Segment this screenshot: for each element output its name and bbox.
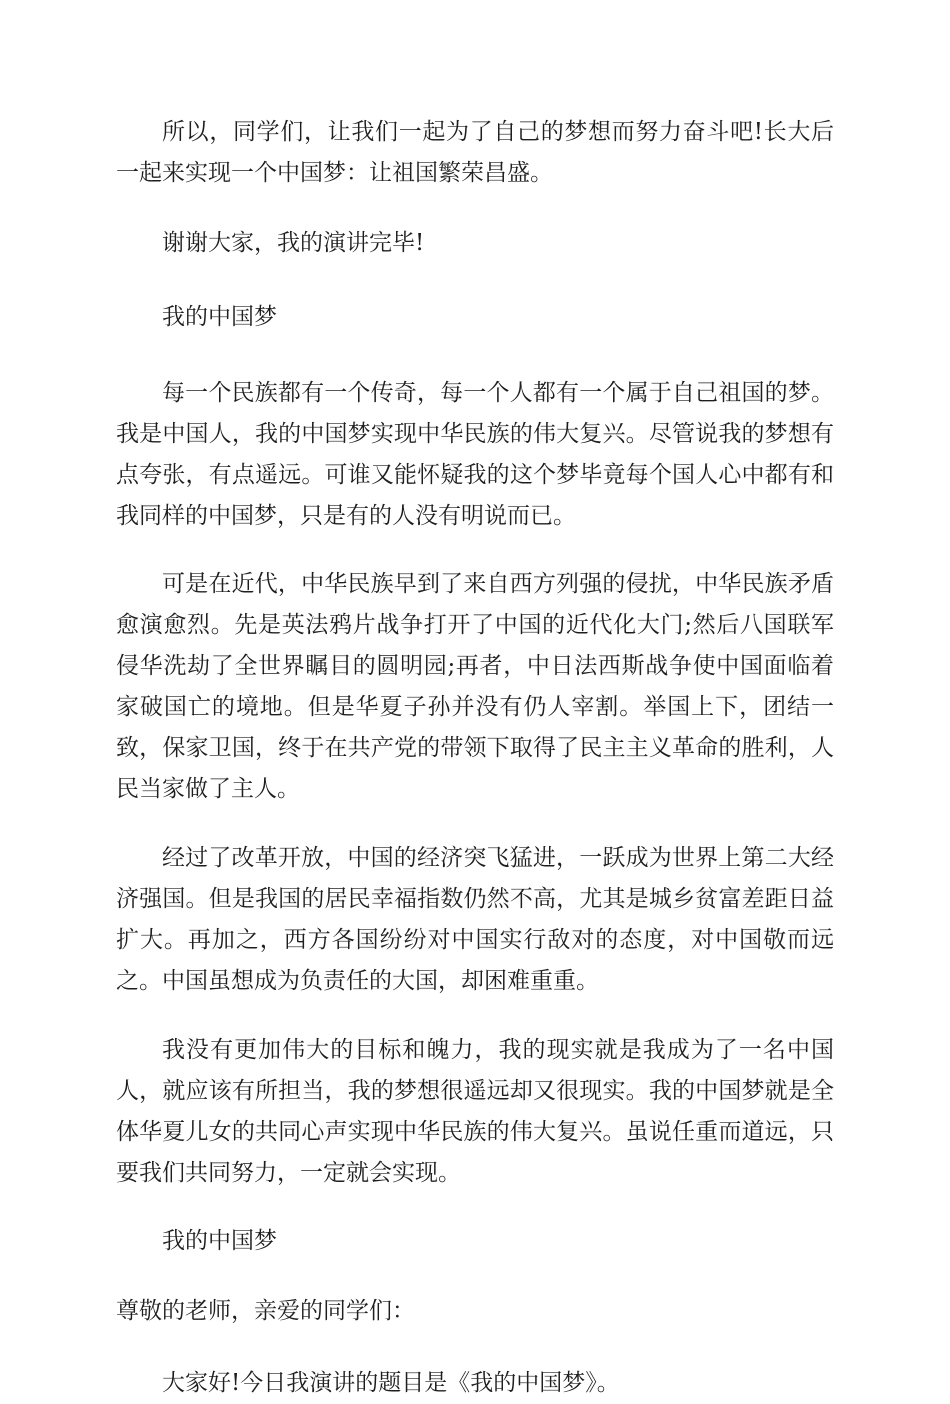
paragraph-personal-goal: 我没有更加伟大的目标和魄力，我的现实就是我成为了一名中国人，就应该有所担当，我的梦想很遥远却又很现实。我的中国梦就是全体华夏儿女的共同心声实现中华民族的伟大复兴。虽说任重而道远，只要我们共同努力，一定就会实现。 (116, 1037, 834, 1186)
salutation: 尊敬的老师，亲爱的同学们： (116, 1298, 415, 1324)
paragraph-closing-call: 所以，同学们，让我们一起为了自己的梦想而努力奋斗吧!长大后一起来实现一个中国梦：让祖国繁荣昌盛。 (116, 119, 834, 186)
paragraph-reform: 经过了改革开放，中国的经济突飞猛进，一跃成为世界上第二大经济强国。但是我国的居民幸福指数仍然不高，尤其是城乡贫富差距日益扩大。再加之，西方各国纷纷对中国实行敌对的态度，对中国敬而远之。中国虽想成为负责任的大国，却困难重重。 (116, 845, 834, 994)
paragraph-dream-intro: 每一个民族都有一个传奇，每一个人都有一个属于自己祖国的梦。我是中国人，我的中国梦实现中华民族的伟大复兴。尽管说我的梦想有点夸张，有点遥远。可谁又能怀疑我的这个梦毕竟每个国人心中都有和我同样的中国梦，只是有的人没有明说而已。 (116, 380, 834, 529)
paragraph-thanks: 谢谢大家，我的演讲完毕! (162, 230, 425, 256)
speech-title: 我的中国梦 (162, 1228, 277, 1254)
speech-title: 我的中国梦 (162, 304, 277, 330)
paragraph-modern-history: 可是在近代，中华民族早到了来自西方列强的侵扰，中华民族矛盾愈演愈烈。先是英法鸦片战争打开了中国的近代化大门;然后八国联军侵华洗劫了全世界瞩目的圆明园;再者，中日法西斯战争使中国面临着家破国亡的境地。但是华夏子孙并没有仍人宰割。举国上下，团结一致，保家卫国，终于在共产党的带领下取得了民主主义革命的胜利，人民当家做了主人。 (116, 571, 834, 802)
document-body (116, 112, 834, 1404)
paragraph-greeting: 大家好!今日我演讲的题目是《我的中国梦》。 (162, 1370, 620, 1396)
